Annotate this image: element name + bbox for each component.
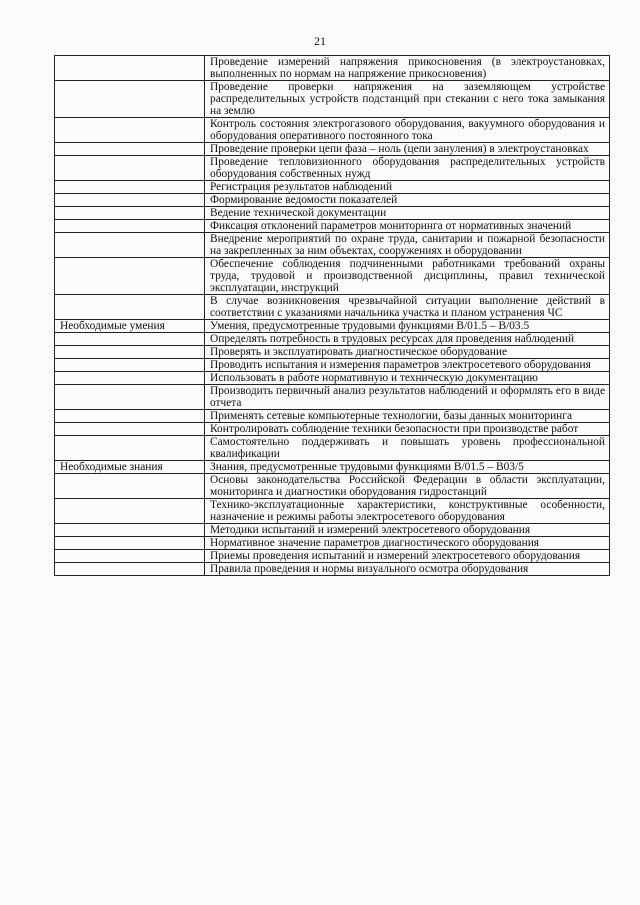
section-label-cell <box>55 346 205 359</box>
table-row <box>55 81 610 118</box>
section-label-cell <box>55 499 205 524</box>
list-item: Контроль состояния электрогазового оборудования, вакуумного оборудования и оборудования оперативного постоянного тока <box>205 118 610 143</box>
list-item: Правила проведения и нормы визуального осмотра оборудования <box>205 563 610 576</box>
list-item: Методики испытаний и измерений электросетевого оборудования <box>205 524 610 537</box>
table-row <box>55 410 610 423</box>
list-item: Проведение измерений напряжения прикосновения (в электроустановках, выполненных по нормам на напряжение прикосновения) <box>205 56 610 81</box>
section-label-cell <box>55 333 205 346</box>
table-row <box>55 474 610 499</box>
section-label-cell <box>55 410 205 423</box>
section-label-cell <box>55 295 205 320</box>
table-row <box>55 346 610 359</box>
list-item: Производить первичный анализ результатов наблюдений и оформлять его в виде отчета <box>205 385 610 410</box>
list-item: Знания, предусмотренные трудовыми функциями B/01.5 – B03/5 <box>205 461 610 474</box>
list-item: Самостоятельно поддерживать и повышать уровень профессиональной квалификации <box>205 436 610 461</box>
competency-table-body <box>55 56 610 576</box>
table-row <box>55 423 610 436</box>
section-label-cell <box>55 156 205 181</box>
list-item: Применять сетевые компьютерные технологии, базы данных мониторинга <box>205 410 610 423</box>
list-item: Технико-эксплуатационные характеристики, конструктивные особенности, назначение и режимы работы электросетевого оборудования <box>205 499 610 524</box>
list-item: Использовать в работе нормативную и техническую документацию <box>205 372 610 385</box>
table-row <box>55 461 610 474</box>
section-label-cell <box>55 537 205 550</box>
table-row <box>55 181 610 194</box>
section-label-cell <box>55 524 205 537</box>
section-label-cell <box>55 436 205 461</box>
competency-table <box>54 55 610 576</box>
table-row <box>55 320 610 333</box>
table-row <box>55 295 610 320</box>
list-item: Проводить испытания и измерения параметров электросетевого оборудования <box>205 359 610 372</box>
section-label-cell <box>55 233 205 258</box>
table-row <box>55 258 610 295</box>
table-row <box>55 499 610 524</box>
list-item: Нормативное значение параметров диагностического оборудования <box>205 537 610 550</box>
section-label-cell <box>55 143 205 156</box>
table-row <box>55 118 610 143</box>
list-item: Основы законодательства Российской Федерации в области эксплуатации, мониторинга и диагностики оборудования гидростанций <box>205 474 610 499</box>
section-label-cell <box>55 258 205 295</box>
section-label-cell <box>55 181 205 194</box>
section-label-cell <box>55 118 205 143</box>
section-label-cell <box>55 81 205 118</box>
list-item: Проведение проверки напряжения на заземляющем устройстве распределительных устройств подстанций при стекании с него тока замыкания на землю <box>205 81 610 118</box>
section-label-cell <box>55 474 205 499</box>
table-row <box>55 550 610 563</box>
list-item: Регистрация результатов наблюдений <box>205 181 610 194</box>
list-item: Обеспечение соблюдения подчиненными работниками требований охраны труда, трудовой и производственной дисциплины, правил технической эксплуатации, инструкций <box>205 258 610 295</box>
section-label-cell <box>55 385 205 410</box>
page-number: 21 <box>314 34 326 48</box>
section-label-cell <box>55 56 205 81</box>
table-row <box>55 333 610 346</box>
table-row <box>55 372 610 385</box>
section-label-cell <box>55 372 205 385</box>
table-row <box>55 194 610 207</box>
table-row <box>55 385 610 410</box>
list-item: В случае возникновения чрезвычайной ситуации выполнение действий в соответствии с указаниями начальника участка и планом устранения ЧС <box>205 295 610 320</box>
section-label-cell <box>55 207 205 220</box>
list-item: Фиксация отклонений параметров мониторинга от нормативных значений <box>205 220 610 233</box>
section-label-cell <box>55 194 205 207</box>
table-row <box>55 233 610 258</box>
list-item: Проверять и эксплуатировать диагностическое оборудование <box>205 346 610 359</box>
list-item: Приемы проведения испытаний и измерений электросетевого оборудования <box>205 550 610 563</box>
table-row <box>55 524 610 537</box>
list-item: Ведение технической документации <box>205 207 610 220</box>
table-row <box>55 359 610 372</box>
section-label-cell <box>55 563 205 576</box>
table-row <box>55 563 610 576</box>
list-item: Внедрение мероприятий по охране труда, санитарии и пожарной безопасности на закрепленных за ним объектах, сооружениях и оборудовании <box>205 233 610 258</box>
table-row <box>55 143 610 156</box>
table-row <box>55 537 610 550</box>
table-row <box>55 56 610 81</box>
table-row <box>55 220 610 233</box>
list-item: Проведение тепловизионного оборудования распределительных устройств оборудования собственных нужд <box>205 156 610 181</box>
list-item: Определять потребность в трудовых ресурсах для проведения наблюдений <box>205 333 610 346</box>
list-item: Умения, предусмотренные трудовыми функциями B/01.5 – B/03.5 <box>205 320 610 333</box>
section-label-cell <box>55 423 205 436</box>
list-item: Контролировать соблюдение техники безопасности при производстве работ <box>205 423 610 436</box>
section-label-cell <box>55 550 205 563</box>
section-label-cell <box>55 461 205 474</box>
section-label-cell <box>55 220 205 233</box>
list-item: Формирование ведомости показателей <box>205 194 610 207</box>
table-row <box>55 436 610 461</box>
table-row <box>55 207 610 220</box>
section-label-cell <box>55 359 205 372</box>
section-label: Необходимые умения <box>60 320 165 332</box>
list-item: Проведение проверки цепи фаза – ноль (цепи зануления) в электроустановках <box>205 143 610 156</box>
section-label: Необходимые знания <box>60 461 163 473</box>
table-row <box>55 156 610 181</box>
section-label-cell <box>55 320 205 333</box>
